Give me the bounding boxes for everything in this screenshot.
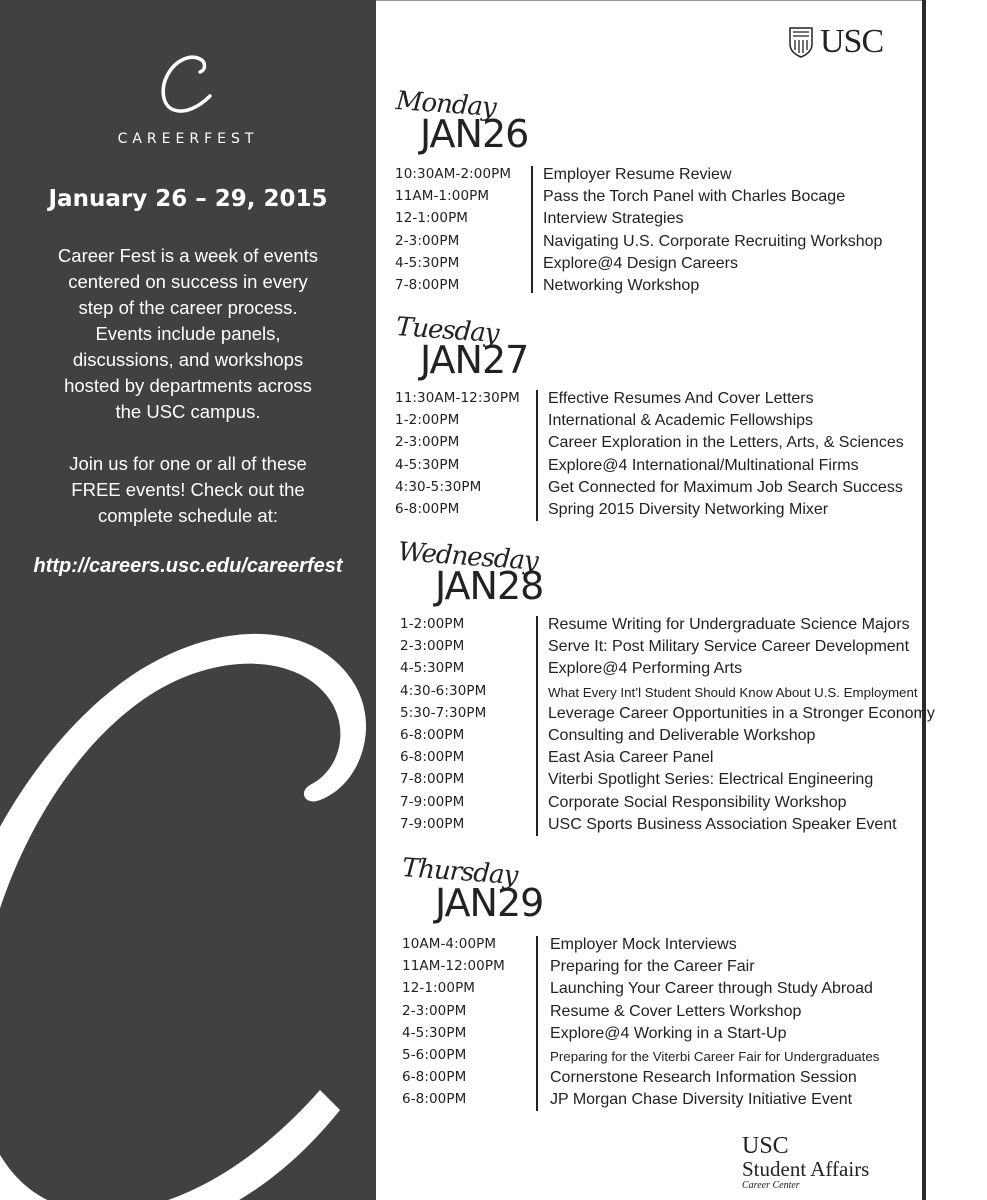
weekday-label: Monday xyxy=(394,86,497,123)
day-date: JAN29 xyxy=(435,881,544,925)
event-time: 4-5:30PM xyxy=(400,660,465,677)
event-title: East Asia Career Panel xyxy=(548,749,714,767)
usc-logo: USC xyxy=(788,22,883,62)
event-time: 4:30-6:30PM xyxy=(400,682,487,699)
event-time: 7-9:00PM xyxy=(400,815,465,832)
event-time: 4:30-5:30PM xyxy=(395,478,482,495)
event-time: 2-3:00PM xyxy=(402,1002,467,1019)
event-time: 7-8:00PM xyxy=(400,771,465,788)
event-title: Get Connected for Maximum Job Search Success xyxy=(548,478,903,496)
event-title: USC Sports Business Association Speaker Event xyxy=(548,815,897,833)
event-title: Launching Your Career through Study Abroad xyxy=(550,980,873,998)
event-title: Employer Mock Interviews xyxy=(550,936,737,953)
event-title: Consulting and Deliverable Workshop xyxy=(548,726,816,744)
event-time: 6-8:00PM xyxy=(400,749,465,766)
event-time: 5-6:00PM xyxy=(402,1046,467,1063)
event-title: Networking Workshop xyxy=(543,276,700,294)
day-date: JAN28 xyxy=(435,564,544,608)
event-time: 11AM-12:00PM xyxy=(402,958,505,975)
event-time: 5:30-7:30PM xyxy=(400,704,487,721)
event-title: Cornerstone Research Information Session xyxy=(550,1069,857,1087)
weekday-label: Wednesday xyxy=(396,537,539,577)
event-title: Explore@4 Performing Arts xyxy=(548,660,743,678)
event-time: 1-2:00PM xyxy=(400,616,465,632)
event-title: Interview Strategies xyxy=(543,210,684,228)
schedule-divider xyxy=(536,616,538,836)
event-title: Preparing for the Career Fair xyxy=(550,958,755,976)
schedule-divider xyxy=(536,390,538,521)
event-title: Preparing for the Viterbi Career Fair for Undergraduates xyxy=(550,1048,880,1064)
event-time: 11AM-1:00PM xyxy=(395,188,490,205)
event-description: Career Fest is a week of events centered on success in every step of the career process. Events include panels, discussions, and workshops hosted by departments across the USC campus. xyxy=(57,245,319,422)
event-title: Viterbi Spotlight Series: Electrical Engineering xyxy=(548,771,874,789)
right-border xyxy=(922,0,926,1200)
schedule-divider xyxy=(531,166,533,293)
event-title: What Every Int’l Student Should Know About U.S. Employment xyxy=(548,684,918,700)
event-title: Explore@4 Working in a Start-Up xyxy=(550,1024,787,1042)
event-dates: January 26 – 29, 2015 xyxy=(48,186,328,212)
event-title: Navigating U.S. Corporate Recruiting Workshop xyxy=(543,232,883,250)
event-time: 2-3:00PM xyxy=(395,232,460,249)
careerfest-wordmark: CAREERFEST xyxy=(117,131,259,147)
day-date: JAN27 xyxy=(420,338,529,382)
event-title: JP Morgan Chase Diversity Initiative Event xyxy=(550,1091,853,1109)
event-time: 10AM-4:00PM xyxy=(402,936,497,952)
event-title: Leverage Career Opportunities in a Stronger Economy xyxy=(548,704,935,722)
event-time: 11:30AM-12:30PM xyxy=(395,390,520,406)
day-wednesday xyxy=(396,537,539,577)
event-title: Career Exploration in the Letters, Arts, & Sciences xyxy=(548,434,904,452)
event-title: Resume Writing for Undergraduate Science Majors xyxy=(548,616,910,633)
event-title: Corporate Social Responsibility Workshop xyxy=(548,793,847,811)
event-title: Spring 2015 Diversity Networking Mixer xyxy=(548,500,829,518)
event-time: 10:30AM-2:00PM xyxy=(395,166,512,182)
join-text: Join us for one or all of these FREE events! Check out the complete schedule at: xyxy=(69,453,307,526)
event-time: 7-8:00PM xyxy=(395,276,460,293)
large-c-graphic xyxy=(0,610,376,1200)
event-title: Serve It: Post Military Service Career Development xyxy=(548,638,910,656)
event-title: Pass the Torch Panel with Charles Bocage xyxy=(543,188,846,206)
event-time: 4-5:30PM xyxy=(395,456,460,473)
weekday-label: Thursday xyxy=(400,853,519,892)
event-title: Explore@4 Design Careers xyxy=(543,254,738,272)
event-time: 6-8:00PM xyxy=(402,1069,467,1086)
top-border xyxy=(376,0,924,1)
schedule-url-link[interactable]: http://careers.usc.edu/careerfest xyxy=(33,555,343,577)
event-title: Explore@4 International/Multinational Firms xyxy=(548,456,859,474)
weekday-label: Tuesday xyxy=(394,312,500,350)
event-time: 4-5:30PM xyxy=(402,1024,467,1041)
careerfest-logo-c xyxy=(148,50,228,120)
event-time: 12-1:00PM xyxy=(402,980,476,997)
event-time: 4-5:30PM xyxy=(395,254,460,271)
event-time: 1-2:00PM xyxy=(395,412,460,429)
usc-student-affairs-logo: USC Student Affairs Career Center xyxy=(742,1133,870,1191)
event-time: 12-1:00PM xyxy=(395,210,469,227)
event-time: 7-9:00PM xyxy=(400,793,465,810)
usc-seal-icon xyxy=(788,26,814,58)
event-time: 2-3:00PM xyxy=(400,638,465,655)
event-title: International & Academic Fellowships xyxy=(548,412,814,430)
day-date: JAN26 xyxy=(420,112,529,156)
left-panel xyxy=(0,0,376,1200)
schedule-divider xyxy=(536,936,538,1111)
event-time: 6-8:00PM xyxy=(402,1091,467,1108)
event-time: 6-8:00PM xyxy=(400,726,465,743)
event-title: Effective Resumes And Cover Letters xyxy=(548,390,814,407)
event-time: 2-3:00PM xyxy=(395,434,460,451)
day-thursday xyxy=(400,853,519,892)
event-title: Resume & Cover Letters Workshop xyxy=(550,1002,802,1020)
event-time: 6-8:00PM xyxy=(395,500,460,517)
event-title: Employer Resume Review xyxy=(543,166,732,183)
